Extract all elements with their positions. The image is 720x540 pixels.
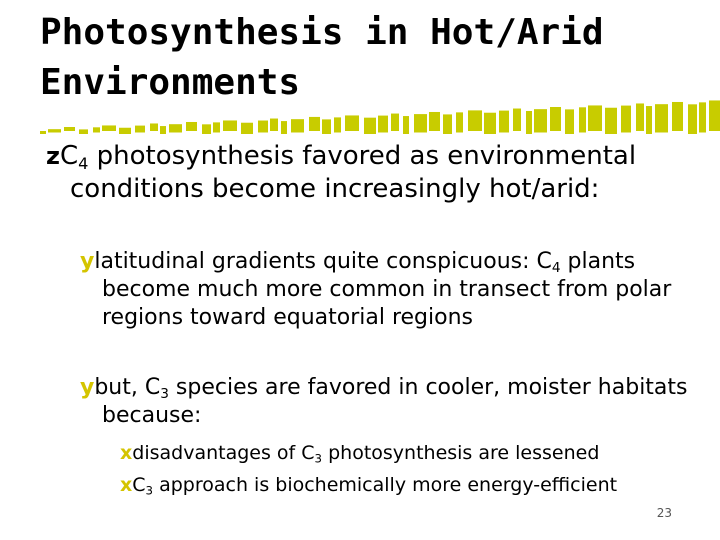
underline-stroke — [223, 120, 237, 131]
underline-stroke — [699, 102, 706, 132]
underline-stroke — [378, 116, 388, 133]
underline-stroke — [534, 109, 547, 132]
bullet-text-post: approach is biochemically more energy-efficient — [153, 474, 618, 496]
underline-stroke — [468, 110, 482, 131]
bullet-level2 — [80, 248, 702, 332]
underline-stroke — [513, 109, 521, 131]
underline-stroke — [322, 119, 331, 134]
underline-stroke — [391, 114, 399, 131]
underline-stroke — [270, 119, 278, 131]
bullet-subscript: 3 — [160, 386, 169, 403]
page-number: 23 — [656, 506, 672, 520]
underline-stroke — [64, 127, 75, 131]
bullet-text-pre: C — [132, 474, 146, 496]
underline-stroke — [526, 111, 532, 134]
underline-stroke — [40, 131, 46, 134]
bullet-text-post: photosynthesis are lessened — [322, 442, 600, 464]
underline-stroke — [119, 128, 131, 134]
title-line-2: Environments — [40, 62, 301, 103]
bullet-text-pre: latitudinal gradients quite conspicuous: C — [94, 249, 552, 274]
underline-stroke — [499, 111, 509, 133]
underline-stroke — [160, 126, 166, 134]
underline-stroke — [79, 129, 88, 134]
bullet-subscript: 4 — [551, 260, 561, 277]
bullet-subscript: 4 — [78, 153, 89, 173]
underline-stroke — [93, 127, 100, 132]
bullet-subscript: 3 — [145, 483, 154, 498]
bullet-marker-icon: y — [80, 375, 95, 400]
bullet-level1 — [46, 140, 670, 206]
bullet-marker-icon: y — [80, 249, 95, 274]
bullet-subscript: 3 — [314, 451, 323, 466]
underline-stroke — [334, 117, 341, 132]
underline-stroke — [414, 114, 427, 132]
bullet-text-post: species are favored in cooler, moister habitats because: — [102, 375, 688, 428]
underline-stroke — [443, 114, 452, 134]
underline-stroke — [258, 121, 268, 133]
bullet-level3 — [120, 474, 720, 496]
underline-stroke — [48, 129, 61, 132]
underline-stroke — [186, 122, 197, 131]
underline-stroke — [102, 125, 116, 131]
bullet-text-pre: but, C — [94, 375, 161, 400]
underline-stroke — [364, 118, 376, 134]
title-line-1: Photosynthesis in Hot/Arid — [40, 12, 604, 53]
bullet-marker-icon: x — [120, 474, 133, 496]
underline-stroke — [646, 106, 652, 134]
underline-stroke — [672, 102, 683, 131]
slide-title — [40, 8, 660, 108]
bullet-text-post: plants become much more common in transect from polar regions toward equatorial regions — [102, 249, 672, 330]
underline-stroke — [456, 112, 463, 132]
underline-stroke — [709, 100, 720, 131]
underline-stroke — [281, 121, 287, 134]
underline-stroke — [621, 106, 631, 133]
bullet-marker-icon: x — [120, 442, 133, 464]
underline-stroke — [655, 104, 668, 132]
underline-stroke — [565, 109, 574, 134]
bullet-text-pre: C — [59, 141, 79, 171]
underline-stroke — [429, 112, 440, 131]
underline-stroke — [202, 124, 211, 134]
underline-stroke — [550, 107, 561, 131]
underline-stroke — [605, 108, 617, 134]
title-underline-decoration — [40, 100, 720, 136]
underline-stroke — [636, 103, 644, 131]
underline-stroke — [345, 115, 359, 131]
bullet-marker-icon: z — [46, 142, 60, 170]
underline-stroke — [150, 123, 158, 131]
bullet-level3 — [120, 442, 720, 464]
bullet-level2 — [80, 374, 702, 430]
underline-stroke — [588, 105, 602, 131]
underline-stroke — [579, 107, 586, 132]
underline-stroke — [241, 123, 253, 134]
underline-stroke — [169, 124, 182, 132]
underline-stroke — [688, 104, 697, 134]
bullet-text-pre: disadvantages of C — [132, 442, 315, 464]
underline-stroke — [135, 126, 145, 133]
underline-stroke — [291, 119, 304, 132]
underline-stroke — [309, 117, 320, 131]
underline-stroke — [213, 122, 220, 132]
underline-stroke — [484, 113, 496, 134]
bullet-text-post: photosynthesis favored as environmental conditions become increasingly hot/arid: — [70, 141, 637, 204]
underline-stroke — [403, 116, 409, 134]
